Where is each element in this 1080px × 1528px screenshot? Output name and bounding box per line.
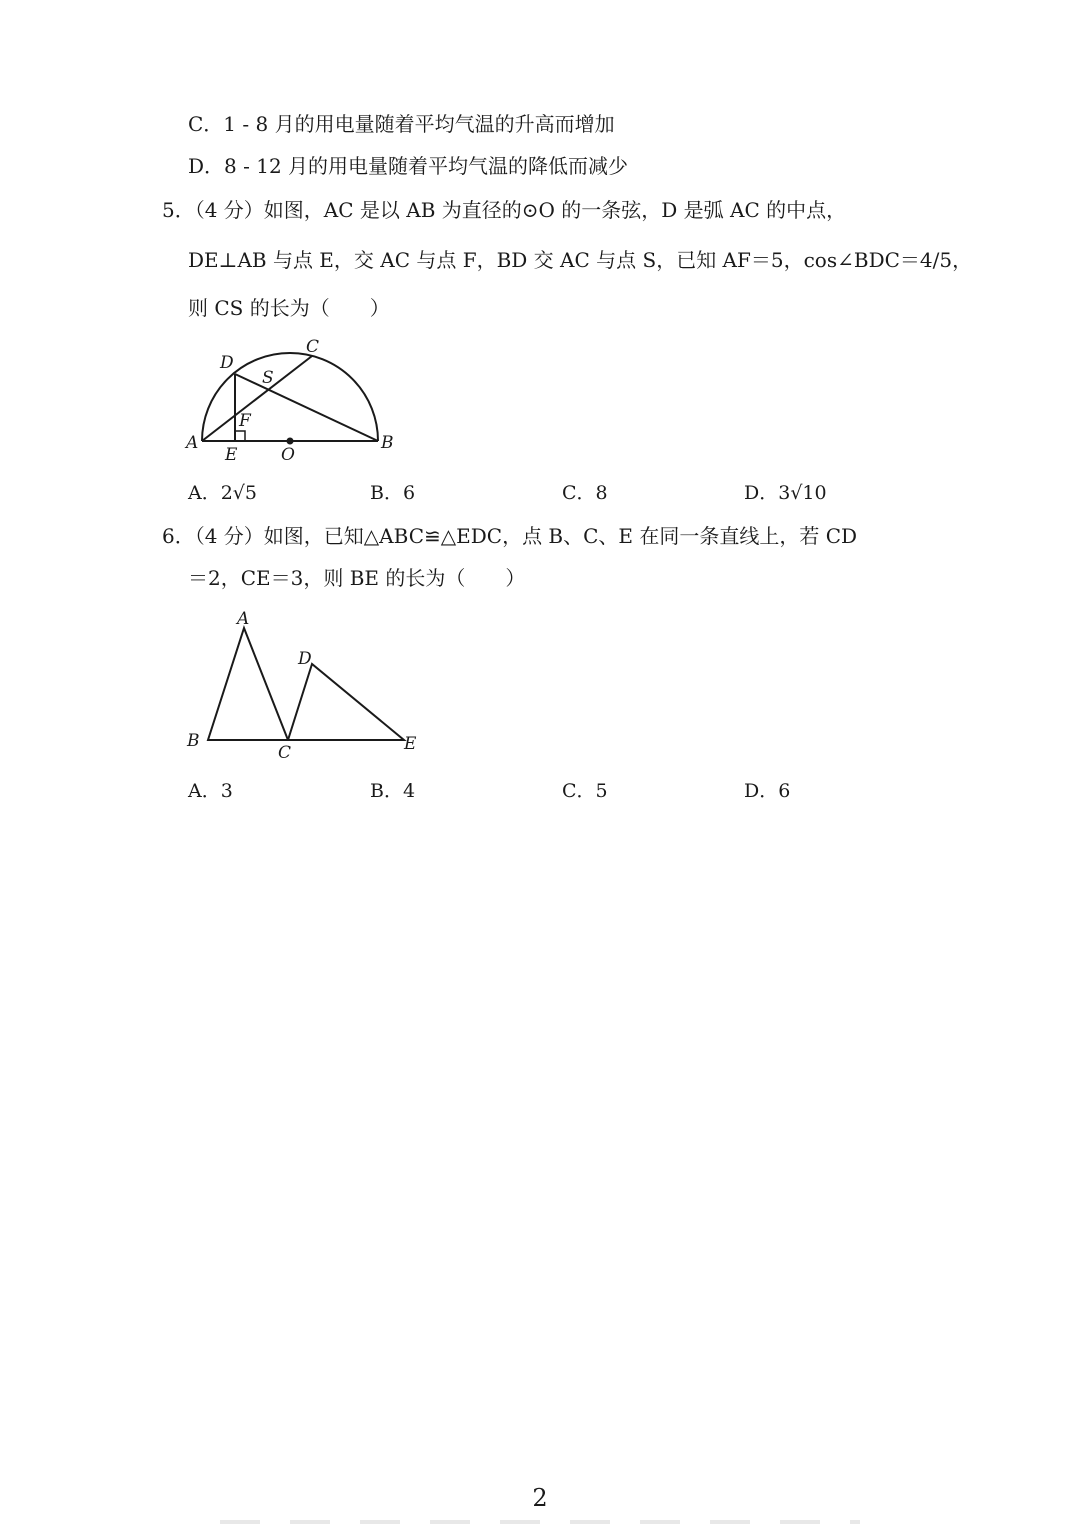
q6-stem-line-2: ＝2，CE＝3，则 BE 的长为（ ） <box>188 566 526 590</box>
chord-ac <box>202 356 312 441</box>
triangle-edc <box>288 664 404 740</box>
triangle-abc <box>208 628 288 740</box>
q6-figure-triangles <box>180 604 430 768</box>
q6-option-b: B．4 <box>370 780 416 802</box>
q5-option-b: B．6 <box>370 482 416 504</box>
q5-option-a: A．2√5 <box>188 482 258 504</box>
label-d: D <box>220 353 234 373</box>
page-number: 2 <box>532 1484 548 1512</box>
label-c: C <box>278 743 292 763</box>
prev-option-c: C．1 - 8 月的用电量随着平均气温的升高而增加 <box>188 112 615 136</box>
right-angle-mark <box>235 431 245 441</box>
q5-option-c: C．8 <box>562 482 608 504</box>
label-a: A <box>186 433 199 453</box>
q6-option-c: C．5 <box>562 780 608 802</box>
label-o: O <box>281 445 295 465</box>
label-c: C <box>306 337 320 357</box>
prev-option-d: D．8 - 12 月的用电量随着平均气温的降低而减少 <box>188 154 629 178</box>
q5-stem-line-1: 5．（4 分）如图，AC 是以 AB 为直径的⊙O 的一条弦，D 是弧 AC 的中点， <box>162 198 847 222</box>
label-b: B <box>381 433 394 453</box>
q6-option-a: A．3 <box>188 780 233 802</box>
q6-stem-line-1: 6．（4 分）如图，已知△ABC≌△EDC，点 B、C、E 在同一条直线上，若 CD <box>162 524 858 548</box>
label-d: D <box>298 649 312 669</box>
label-e: E <box>404 734 417 754</box>
q5-figure-semicircle <box>180 330 410 474</box>
q5-stem-line-2: DE⊥AB 与点 E，交 AC 与点 F，BD 交 AC 与点 S，已知 AF＝5，cos∠BDC＝4/5， <box>188 248 973 272</box>
q6-option-d: D．6 <box>744 780 791 802</box>
label-b: B <box>187 731 200 751</box>
label-a: A <box>237 609 250 629</box>
bottom-edge-shadow <box>220 1520 860 1524</box>
label-f: F <box>239 411 251 431</box>
label-s: S <box>262 368 274 388</box>
center-point-o <box>287 438 294 445</box>
label-e: E <box>225 445 238 465</box>
q5-stem-line-3: 则 CS 的长为（ ） <box>188 296 390 320</box>
q5-option-d: D．3√10 <box>744 482 827 504</box>
